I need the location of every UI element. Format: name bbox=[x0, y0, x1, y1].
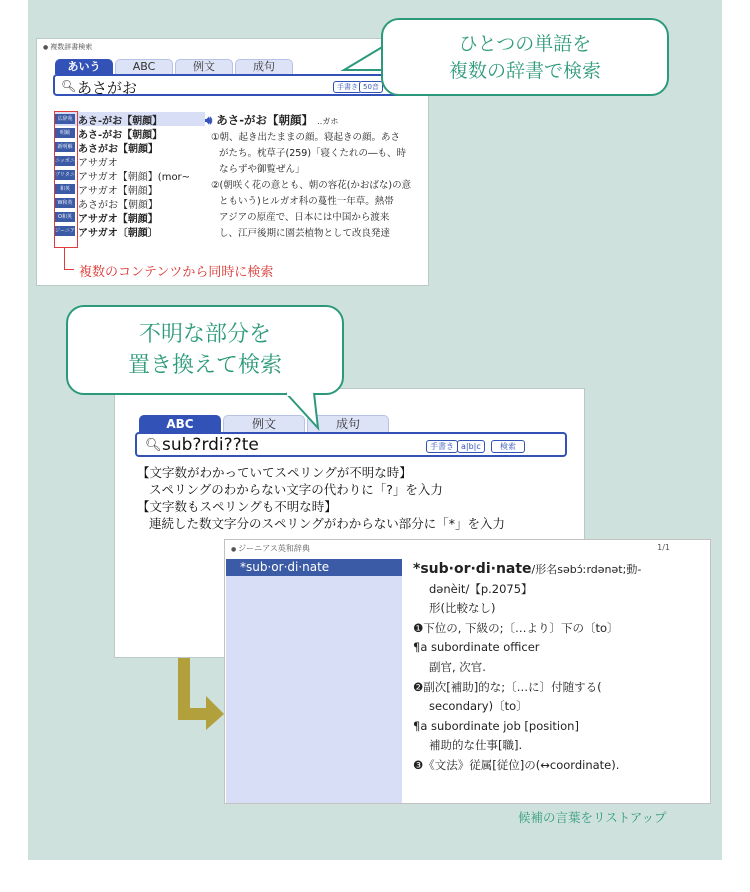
search-mode-tabs bbox=[55, 59, 295, 74]
dictionary-icon: ブリタニカ bbox=[55, 172, 80, 178]
definition-line: アジアの原産で、日本には中国から渡来 bbox=[219, 212, 390, 223]
dictionary-icon: O和英 bbox=[55, 212, 75, 222]
highlight-leader-line bbox=[64, 248, 74, 270]
candidate-caption: 候補の言葉をリストアップ bbox=[518, 810, 667, 825]
definition-line: ならずや御覧ぜん」 bbox=[219, 164, 305, 175]
definition-line: ②(朝咲く花の意とも、朝の容花(かおばな)の意 bbox=[211, 180, 412, 191]
search-icon: 🔍︎ bbox=[145, 438, 162, 453]
tab-kana[interactable]: あいう bbox=[55, 59, 113, 74]
list-item[interactable]: 広辞苑 あさ‐がお【朝顔】 bbox=[55, 112, 205, 126]
definition-headword: *sub·or·di·nate/形名səbɔ́ːrdənət;動- bbox=[413, 561, 642, 577]
definition-headword: 🔊︎ あさ‐がお【朝顔】 ‥ガホ bbox=[205, 113, 339, 127]
dictionary-icon: 広辞苑 bbox=[55, 114, 75, 124]
callout-tail bbox=[282, 392, 324, 432]
search-input[interactable] bbox=[135, 432, 567, 457]
wildcard-help-text: 【文字数がわかっていてスペリングが不明な時】 スペリングのわからない文字の代わりに「?」を入力 【文字数もスペリングも不明な時】 連続した数文字分のスペリングがわからない部分に「*」を入力 bbox=[137, 465, 506, 531]
definition-line: ¶a subordinate job [position] bbox=[413, 718, 579, 733]
list-item[interactable]: ブリタニカ アサガオ【朝顔】(mor~ bbox=[55, 171, 191, 182]
speaker-icon[interactable]: 🔊︎ bbox=[205, 113, 213, 127]
dictionary-icon: 和英 bbox=[55, 184, 75, 194]
definition-line: ❶下位の, 下級の;〔…より〕下の〔to〕 bbox=[413, 620, 619, 635]
tab-example[interactable]: 例文 bbox=[175, 59, 233, 74]
callout-wildcard: 不明な部分を 置き換えて検索 bbox=[66, 305, 344, 395]
search-value: sub?rdi??te bbox=[162, 435, 259, 455]
dictionary-icons-highlight bbox=[54, 111, 78, 248]
definition-line: ¶a subordinate officer bbox=[413, 640, 540, 655]
dictionary-icon: 新明解 bbox=[55, 142, 75, 152]
candidate-list bbox=[226, 559, 402, 803]
definition-line: ❷副次[補助]的な;〔…に〕付随する( bbox=[413, 679, 602, 694]
definition-line: ①朝、起き出たままの顔。寝起きの顔。あさ bbox=[211, 132, 401, 143]
tab-idiom[interactable]: 成句 bbox=[235, 59, 293, 74]
abc-input-button[interactable]: a|b|c bbox=[457, 440, 485, 453]
dictionary-icon: ニッポニカ bbox=[55, 158, 80, 164]
list-item[interactable]: 新明解 あさがお【朝顔】 bbox=[55, 140, 205, 154]
tab-abc[interactable]: ABC bbox=[115, 59, 173, 74]
list-item[interactable]: O和英 アサガオ【朝顔】 bbox=[55, 210, 205, 224]
dictionary-icon: ジーニアス bbox=[55, 228, 80, 234]
fifty-sounds-button[interactable]: 50音 bbox=[359, 81, 383, 93]
definition-line: 副官, 次官. bbox=[429, 659, 486, 674]
list-item[interactable]: *sub·or·di·nate bbox=[226, 559, 402, 576]
definition-line: secondary)〔to〕 bbox=[429, 699, 528, 714]
list-item[interactable]: 和英 アサガオ【朝顔】 bbox=[55, 182, 205, 196]
tab-example[interactable]: 例文 bbox=[223, 415, 305, 432]
definition-line: dənèit/【p.2075】 bbox=[429, 581, 533, 596]
panel-title: ● 複数辞書検索 bbox=[43, 42, 92, 52]
candidate-results-panel bbox=[224, 539, 711, 804]
handwriting-button[interactable]: 手書き bbox=[333, 81, 362, 93]
result-count: 1/1 bbox=[657, 543, 670, 552]
arrow-icon bbox=[176, 658, 226, 730]
dictionary-source: ● ジーニアス英和辞典 bbox=[231, 543, 310, 554]
definition-line: 形(比較なし) bbox=[429, 601, 496, 616]
search-button[interactable]: 検索 bbox=[491, 440, 525, 453]
definition-line: 補助的な仕事[職]. bbox=[429, 738, 523, 753]
dictionary-icon: W和英 bbox=[55, 198, 75, 208]
list-item[interactable]: ジーニアス アサガオ〔朝顔〕 bbox=[55, 227, 158, 238]
definition-pane bbox=[413, 560, 707, 776]
definition-line: ❸《文法》従属[従位]の(↔coordinate). bbox=[413, 757, 620, 772]
callout-tail bbox=[340, 40, 386, 80]
definition-pane bbox=[205, 112, 420, 242]
tab-idiom[interactable]: 成句 bbox=[307, 415, 389, 432]
callout-multi-dictionary: ひとつの単語を 複数の辞書で検索 bbox=[381, 18, 669, 96]
definition-line: ともいう)ヒルガオ科の蔓性一年草。熱帯 bbox=[219, 196, 394, 207]
definition-line: し、江戸後期に園芸植物として改良発達 bbox=[219, 228, 391, 239]
list-item[interactable]: 明鏡 あさ‐がお【朝顔】 bbox=[55, 126, 205, 140]
list-item[interactable]: W和英 あさがお【朝顔】 bbox=[55, 196, 205, 210]
handwriting-button[interactable]: 手書き bbox=[426, 440, 458, 453]
tab-abc[interactable]: ABC bbox=[139, 415, 221, 432]
dictionary-icon: 明鏡 bbox=[55, 128, 75, 138]
search-mode-tabs bbox=[139, 415, 391, 432]
highlight-caption: 複数のコンテンツから同時に検索 bbox=[79, 265, 274, 280]
search-value: あさがお bbox=[77, 79, 138, 97]
list-item[interactable]: ニッポニカ アサガオ bbox=[55, 157, 118, 168]
definition-line: がたち。枕草子(259)「寝くたれの―も、時 bbox=[219, 148, 407, 159]
search-icon: 🔍︎ bbox=[61, 79, 77, 93]
